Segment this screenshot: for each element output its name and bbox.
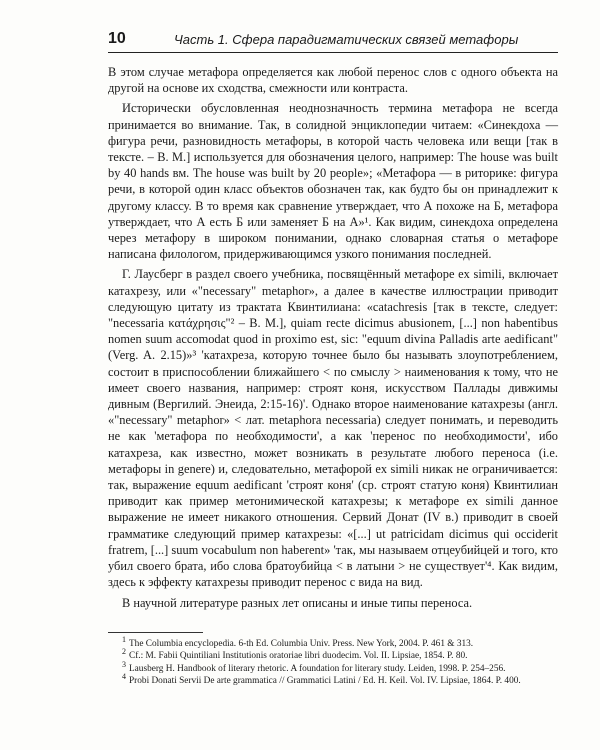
page-number: 10 — [108, 30, 126, 47]
paragraph-3: Г. Лаусберг в раздел своего учебника, посвящённый метафоре ex simili, включает катахрезу, или «"necessary" metaphor», а далее в качестве иллюстрации приводит следующую цитату из трактата Квинтилиана: «catachresis [так в тексте, следует: "necessaria κατάχρησις"² – В. М.], quiam recte dicimus abusionem, [...] non habentibus nomen suum accomodat quod in proximo est, sic: "equum divina Palladis arte aedificant" (Verg. A. 2.15)»³ 'катахреза, которую точнее было бы называть злоупотреблением, состоит в приспособлении ближайшего < по смыслу > наименования к тому, что не имеет своего названия, например: строят коня, искусством Паллады дивжимы дивным (Вергилий. Энеида, 2:15-16)'. Однако второе наименование катахрезы (англ. «"necessary" metaphor» < лат. metaphora necessaria) следует понимать, и переводить не как 'метафора по необходимости', а как 'перенос по необходимости', ибо катахреза, как известно, может возникать в результате любого переноса (i.e. метафоры in genere) и, следовательно, метафорой ex simili никак не ограничивается: так, выражение equum aedificant 'строят коня' (ср. строят статую коня) Квинтилиан приводит как пример метонимической катахрезы; к метафоре ex simili данное выражение не имеет никакого отношения. Сервий Донат (IV в.) приводит в своей грамматике следующий пример катахрезы: «[...] ut patricidam dicimus qui occiderit fratrem, [...] suum vocabulum non haberent» 'так, мы называем отцеубийцей и того, кто убил своего брата, ибо слова братоубийца < в латыни > не существует'⁴. Как видим, здесь к эффекту катахрезы приводит перенос с вида на вид. — [108, 267, 558, 590]
footnote-text: Probi Donati Servii De arte grammatica // Grammatici Latini / Ed. H. Keil. Vol. IV. Lipsiae, 1864. P. 400. — [129, 676, 521, 687]
paragraph-4: В научной литературе разных лет описаны и иные типы переноса. — [122, 595, 473, 610]
footnote-2 — [108, 647, 558, 662]
page-header — [108, 30, 558, 53]
footnote-divider — [108, 632, 203, 633]
running-head: Часть 1. Сфера парадигматических связей метафоры — [174, 32, 519, 47]
footnote-3 — [108, 659, 558, 675]
footnote-mark: 4 — [122, 672, 126, 682]
paragraph-2: Исторически обусловленная неоднозначность термина метафора не всегда принимается во внимание. Так, в солидной энциклопедии читаем: «Синекдоха — фигура речи, разновидность метафоры, в которой часть человека или вещи [так в тексте. – В. М.] используется для обозначения целого, например: The house was built by 40 hands вм. The house was built by 20 people»; «Метафора — в риторике: фигура речи, в которой один класс объектов обозначен так, как будто бы он принадлежит к другому классу. В то время как сравнение утверждает, что А похоже на Б, метафора утверждает, что А есть Б или заменяет Б на А»¹. Как видим, синекдоха определена через метафору в широком понимании, однако словарная статья о метафоре написана филологом, придерживающимся узкого понимания последней. — [108, 101, 558, 262]
footnote-mark: 3 — [122, 659, 126, 669]
main-text — [108, 64, 558, 615]
footnote-1 — [108, 635, 558, 650]
footnote-text: Cf.: M. Fabii Quintiliani Institutionis oratoriae libri duodecim. Vol. II. Lipsiae, 1854. P. 80. — [129, 651, 468, 662]
footnotes — [108, 635, 558, 688]
footnote-text: Lausberg H. Handbook of literary rhetoric. A foundation for literary study. Leiden, 1998. P. 254–256. — [129, 663, 506, 674]
footnote-mark: 2 — [122, 647, 126, 657]
footnote-4 — [108, 672, 558, 687]
footnote-text: The Columbia encyclopedia. 6-th Ed. Columbia Univ. Press. New York, 2004. P. 461 & 313. — [129, 639, 474, 649]
footnote-mark: 1 — [122, 635, 126, 644]
paragraph-1: В этом случае метафора определяется как любой перенос слов с одного объекта на другой на основе их сходства, смежности или контраста. — [108, 65, 558, 96]
